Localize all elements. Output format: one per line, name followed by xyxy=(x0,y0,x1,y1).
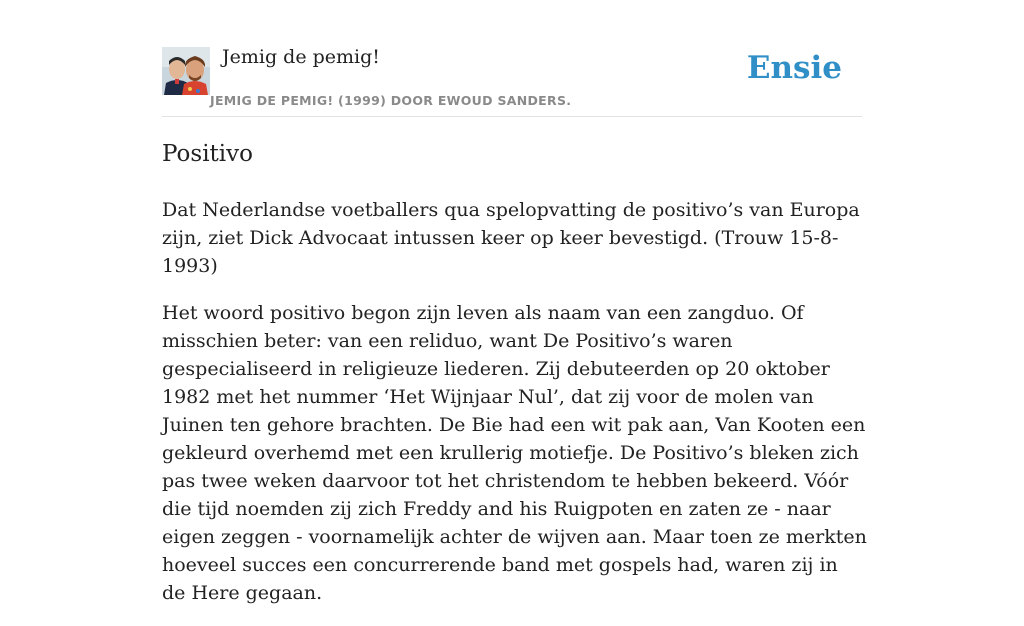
source-avatar xyxy=(162,47,210,95)
source-title[interactable]: Jemig de pemig! xyxy=(222,46,380,68)
avatar-image xyxy=(162,47,210,95)
article-paragraph: Dat Nederlandse voetballers qua spelopvatting de positivo’s van Europa zijn, ziet Dick Advocaat intussen keer op keer bevestigd. (Trouw 15-8-1993) xyxy=(162,199,860,277)
article xyxy=(162,136,867,626)
article-paragraph: Het woord positivo begon zijn leven als naam van een zangduo. Of misschien beter: van een reliduo, want De Positivo’s waren gespecialiseerd in religieuze liederen. Zij debuteerden op 20 oktober 1982 met het nummer ‘Het Wijnjaar Nul’, dat zij voor de molen van Juinen ten gehore brachten. De Bie had een wit pak aan, Van Kooten een gekleurd overhemd met een krullerig motiefje. De Positivo’s bleken zich pas twee weken daarvoor tot het christendom te hebben bekeerd. Vóór die tijd noemden zij zich Freddy and his Ruigpoten en zaten ze - naar eigen zeggen - voornamelijk achter de wijven aan. Maar toen ze merkten hoeveel succes een concurrerende band met gospels had, waren zij in de Here gegaan. xyxy=(162,302,867,604)
article-title: Positivo xyxy=(162,141,253,167)
source-header xyxy=(162,44,862,117)
brand-logo-link[interactable]: Ensie xyxy=(746,50,842,86)
source-subtitle: JEMIG DE PEMIG! (1999) DOOR EWOUD SANDERS. xyxy=(210,93,572,108)
